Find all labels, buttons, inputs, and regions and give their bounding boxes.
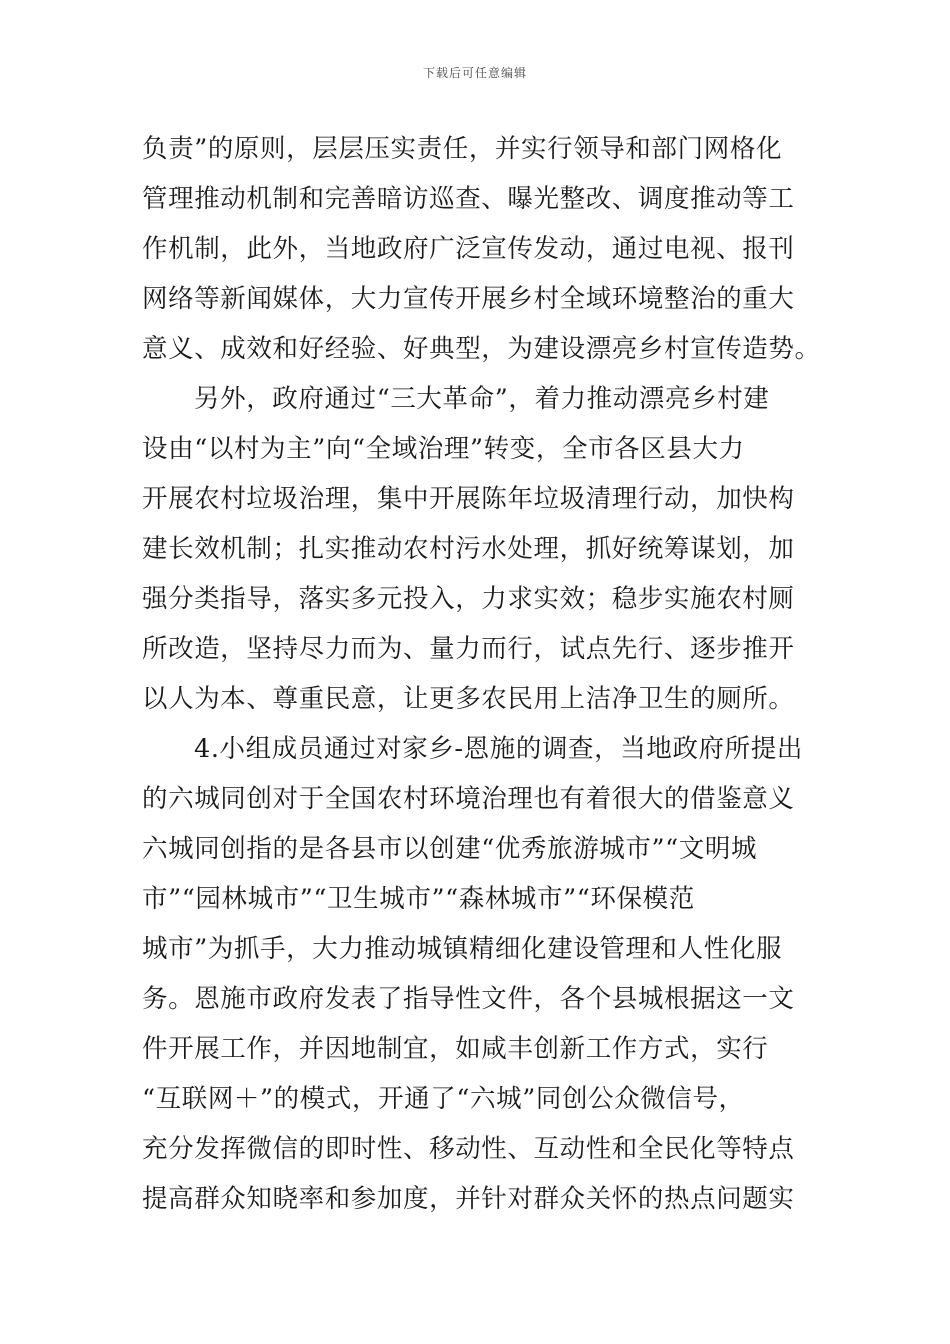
text-line: 管理推动机制和完善暗访巡查、曝光整改、调度推动等工 — [142, 184, 795, 214]
text-line: 件开展工作，并因地制宜，如咸丰创新工作方式，实行 — [142, 1034, 769, 1064]
text-line: 务。恩施市政府发表了指导性文件，各个县城根据这一文 — [142, 984, 795, 1014]
text-line: 开展农村垃圾治理，集中开展陈年垃圾清理行动，加快构 — [142, 484, 795, 514]
text-line: 作机制，此外，当地政府广泛宣传发动，通过电视、报刊 — [142, 234, 795, 264]
text-line: 另外，政府通过“三大革命”，着力推动漂亮乡村建 — [194, 384, 770, 414]
document-body — [142, 124, 821, 1224]
paragraph-1 — [142, 124, 821, 374]
text-line: 网络等新闻媒体，大力宣传开展乡村全域环境整治的重大 — [142, 284, 795, 314]
page-header: 下载后可任意编辑 — [422, 66, 527, 80]
text-line: 强分类指导，落实多元投入，力求实效；稳步实施农村厕 — [142, 584, 795, 614]
text-line: 城市”为抓手，大力推动城镇精细化建设管理和人性化服 — [142, 934, 783, 964]
text-line: 提高群众知晓率和参加度，并针对群众关怀的热点问题实 — [142, 1184, 795, 1214]
text-line: 负责”的原则，层层压实责任，并实行领导和部门网格化 — [142, 134, 783, 164]
text-line: 充分发挥微信的即时性、移动性、互动性和全民化等特点 — [142, 1134, 795, 1164]
text-line: 以人为本、尊重民意，让更多农民用上洁净卫生的厕所。 — [142, 684, 795, 714]
text-line: 4.小组成员通过对家乡-恩施的调查，当地政府所提出 — [194, 734, 803, 764]
text-line: 的六城同创对于全国农村环境治理也有着很大的借鉴意义 — [142, 784, 795, 814]
text-line: 所改造，坚持尽力而为、量力而行，试点先行、逐步推开 — [142, 634, 795, 664]
text-line: 意义、成效和好经验、好典型，为建设漂亮乡村宣传造势。 — [142, 334, 821, 364]
text-line: 六城同创指的是各县市以创建“优秀旅游城市”“文明城 — [142, 834, 758, 864]
text-line: 设由“以村为主”向“全域治理”转变，全市各区县大力 — [142, 434, 745, 464]
paragraph-2 — [142, 374, 812, 724]
text-line: 市”“园林城市”“卫生城市”“森林城市”“环保模范 — [142, 884, 695, 914]
text-line: “互联网＋”的模式，开通了“六城”同创公众微信号， — [142, 1084, 745, 1114]
paragraph-3 — [142, 724, 812, 1224]
text-line: 建长效机制；扎实推动农村污水处理，抓好统筹谋划，加 — [142, 534, 795, 564]
